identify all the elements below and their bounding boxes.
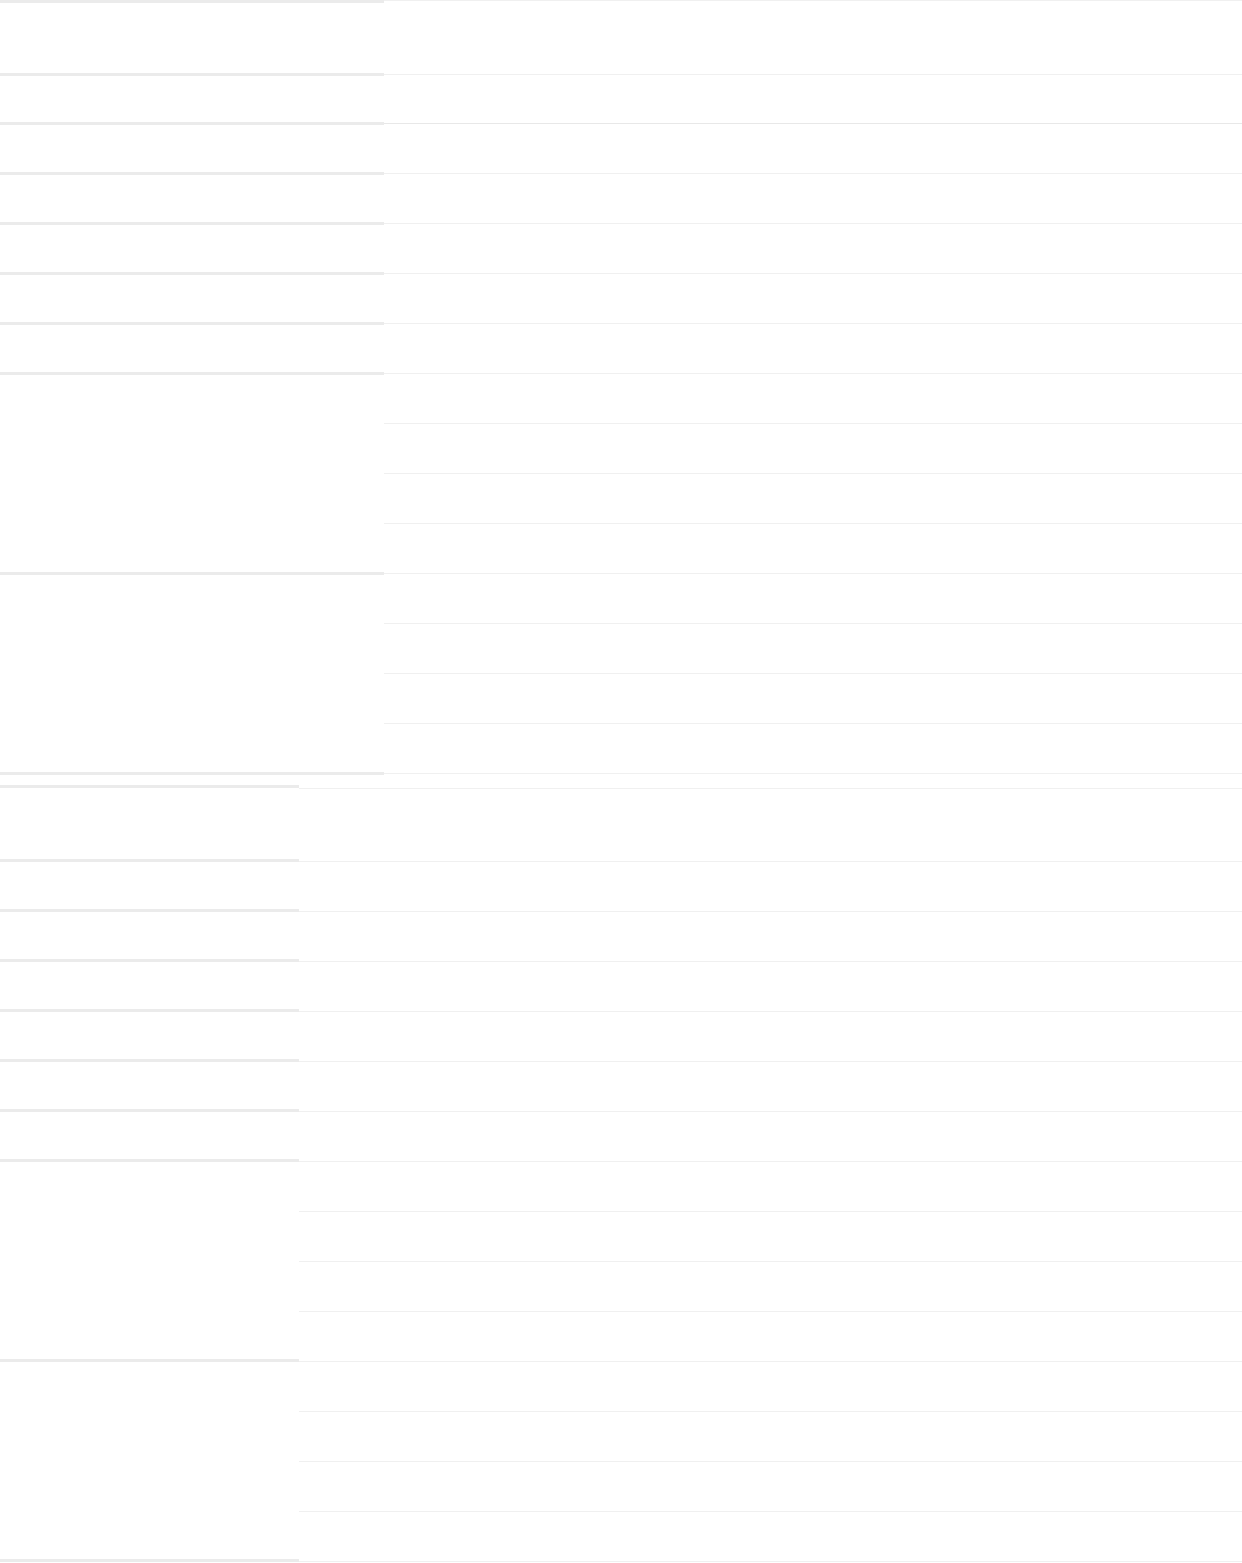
label-cell bbox=[0, 76, 384, 122]
label-cell bbox=[0, 175, 384, 222]
label-column bbox=[0, 0, 384, 775]
label-column bbox=[0, 785, 299, 1563]
value-cell bbox=[299, 962, 1242, 1011]
spec-table-top bbox=[0, 0, 1242, 775]
value-cell bbox=[384, 674, 1242, 723]
value-cell bbox=[299, 1012, 1242, 1061]
label-cell bbox=[0, 125, 384, 172]
value-cell bbox=[299, 1312, 1242, 1361]
value-cell bbox=[299, 1112, 1242, 1161]
value-column bbox=[384, 0, 1242, 775]
value-cell bbox=[299, 1212, 1242, 1261]
value-cell bbox=[384, 324, 1242, 373]
value-cell bbox=[299, 789, 1242, 861]
label-cell bbox=[0, 375, 384, 572]
value-cell bbox=[299, 862, 1242, 911]
row-divider bbox=[299, 1561, 1242, 1562]
value-cell bbox=[384, 1, 1242, 74]
value-column bbox=[299, 785, 1242, 1563]
label-cell bbox=[0, 1062, 299, 1109]
value-cell bbox=[384, 224, 1242, 273]
value-cell bbox=[384, 474, 1242, 523]
label-cell bbox=[0, 962, 299, 1009]
label-cell bbox=[0, 1362, 299, 1559]
value-cell bbox=[299, 912, 1242, 961]
value-cell bbox=[384, 174, 1242, 223]
label-cell bbox=[0, 575, 384, 772]
label-cell bbox=[0, 325, 384, 372]
value-cell bbox=[384, 574, 1242, 623]
row-divider bbox=[0, 772, 384, 775]
label-cell bbox=[0, 225, 384, 272]
value-cell bbox=[299, 1512, 1242, 1561]
label-cell bbox=[0, 275, 384, 322]
value-cell bbox=[299, 1062, 1242, 1111]
label-cell bbox=[0, 1012, 299, 1059]
spec-table-bottom bbox=[0, 785, 1242, 1563]
value-cell bbox=[384, 274, 1242, 323]
label-cell bbox=[0, 3, 384, 73]
value-cell bbox=[384, 624, 1242, 673]
value-cell bbox=[384, 124, 1242, 173]
value-cell bbox=[299, 1412, 1242, 1461]
value-cell bbox=[299, 1262, 1242, 1311]
label-cell bbox=[0, 1162, 299, 1359]
value-cell bbox=[384, 524, 1242, 573]
value-cell bbox=[384, 424, 1242, 473]
value-cell bbox=[384, 374, 1242, 423]
value-cell bbox=[299, 1462, 1242, 1511]
label-cell bbox=[0, 862, 299, 909]
row-divider bbox=[0, 1559, 299, 1562]
value-cell bbox=[384, 724, 1242, 773]
label-cell bbox=[0, 912, 299, 959]
value-cell bbox=[299, 1362, 1242, 1411]
value-cell bbox=[299, 1162, 1242, 1211]
label-cell bbox=[0, 788, 299, 859]
row-divider bbox=[384, 773, 1242, 774]
label-cell bbox=[0, 1112, 299, 1159]
value-cell bbox=[384, 75, 1242, 123]
